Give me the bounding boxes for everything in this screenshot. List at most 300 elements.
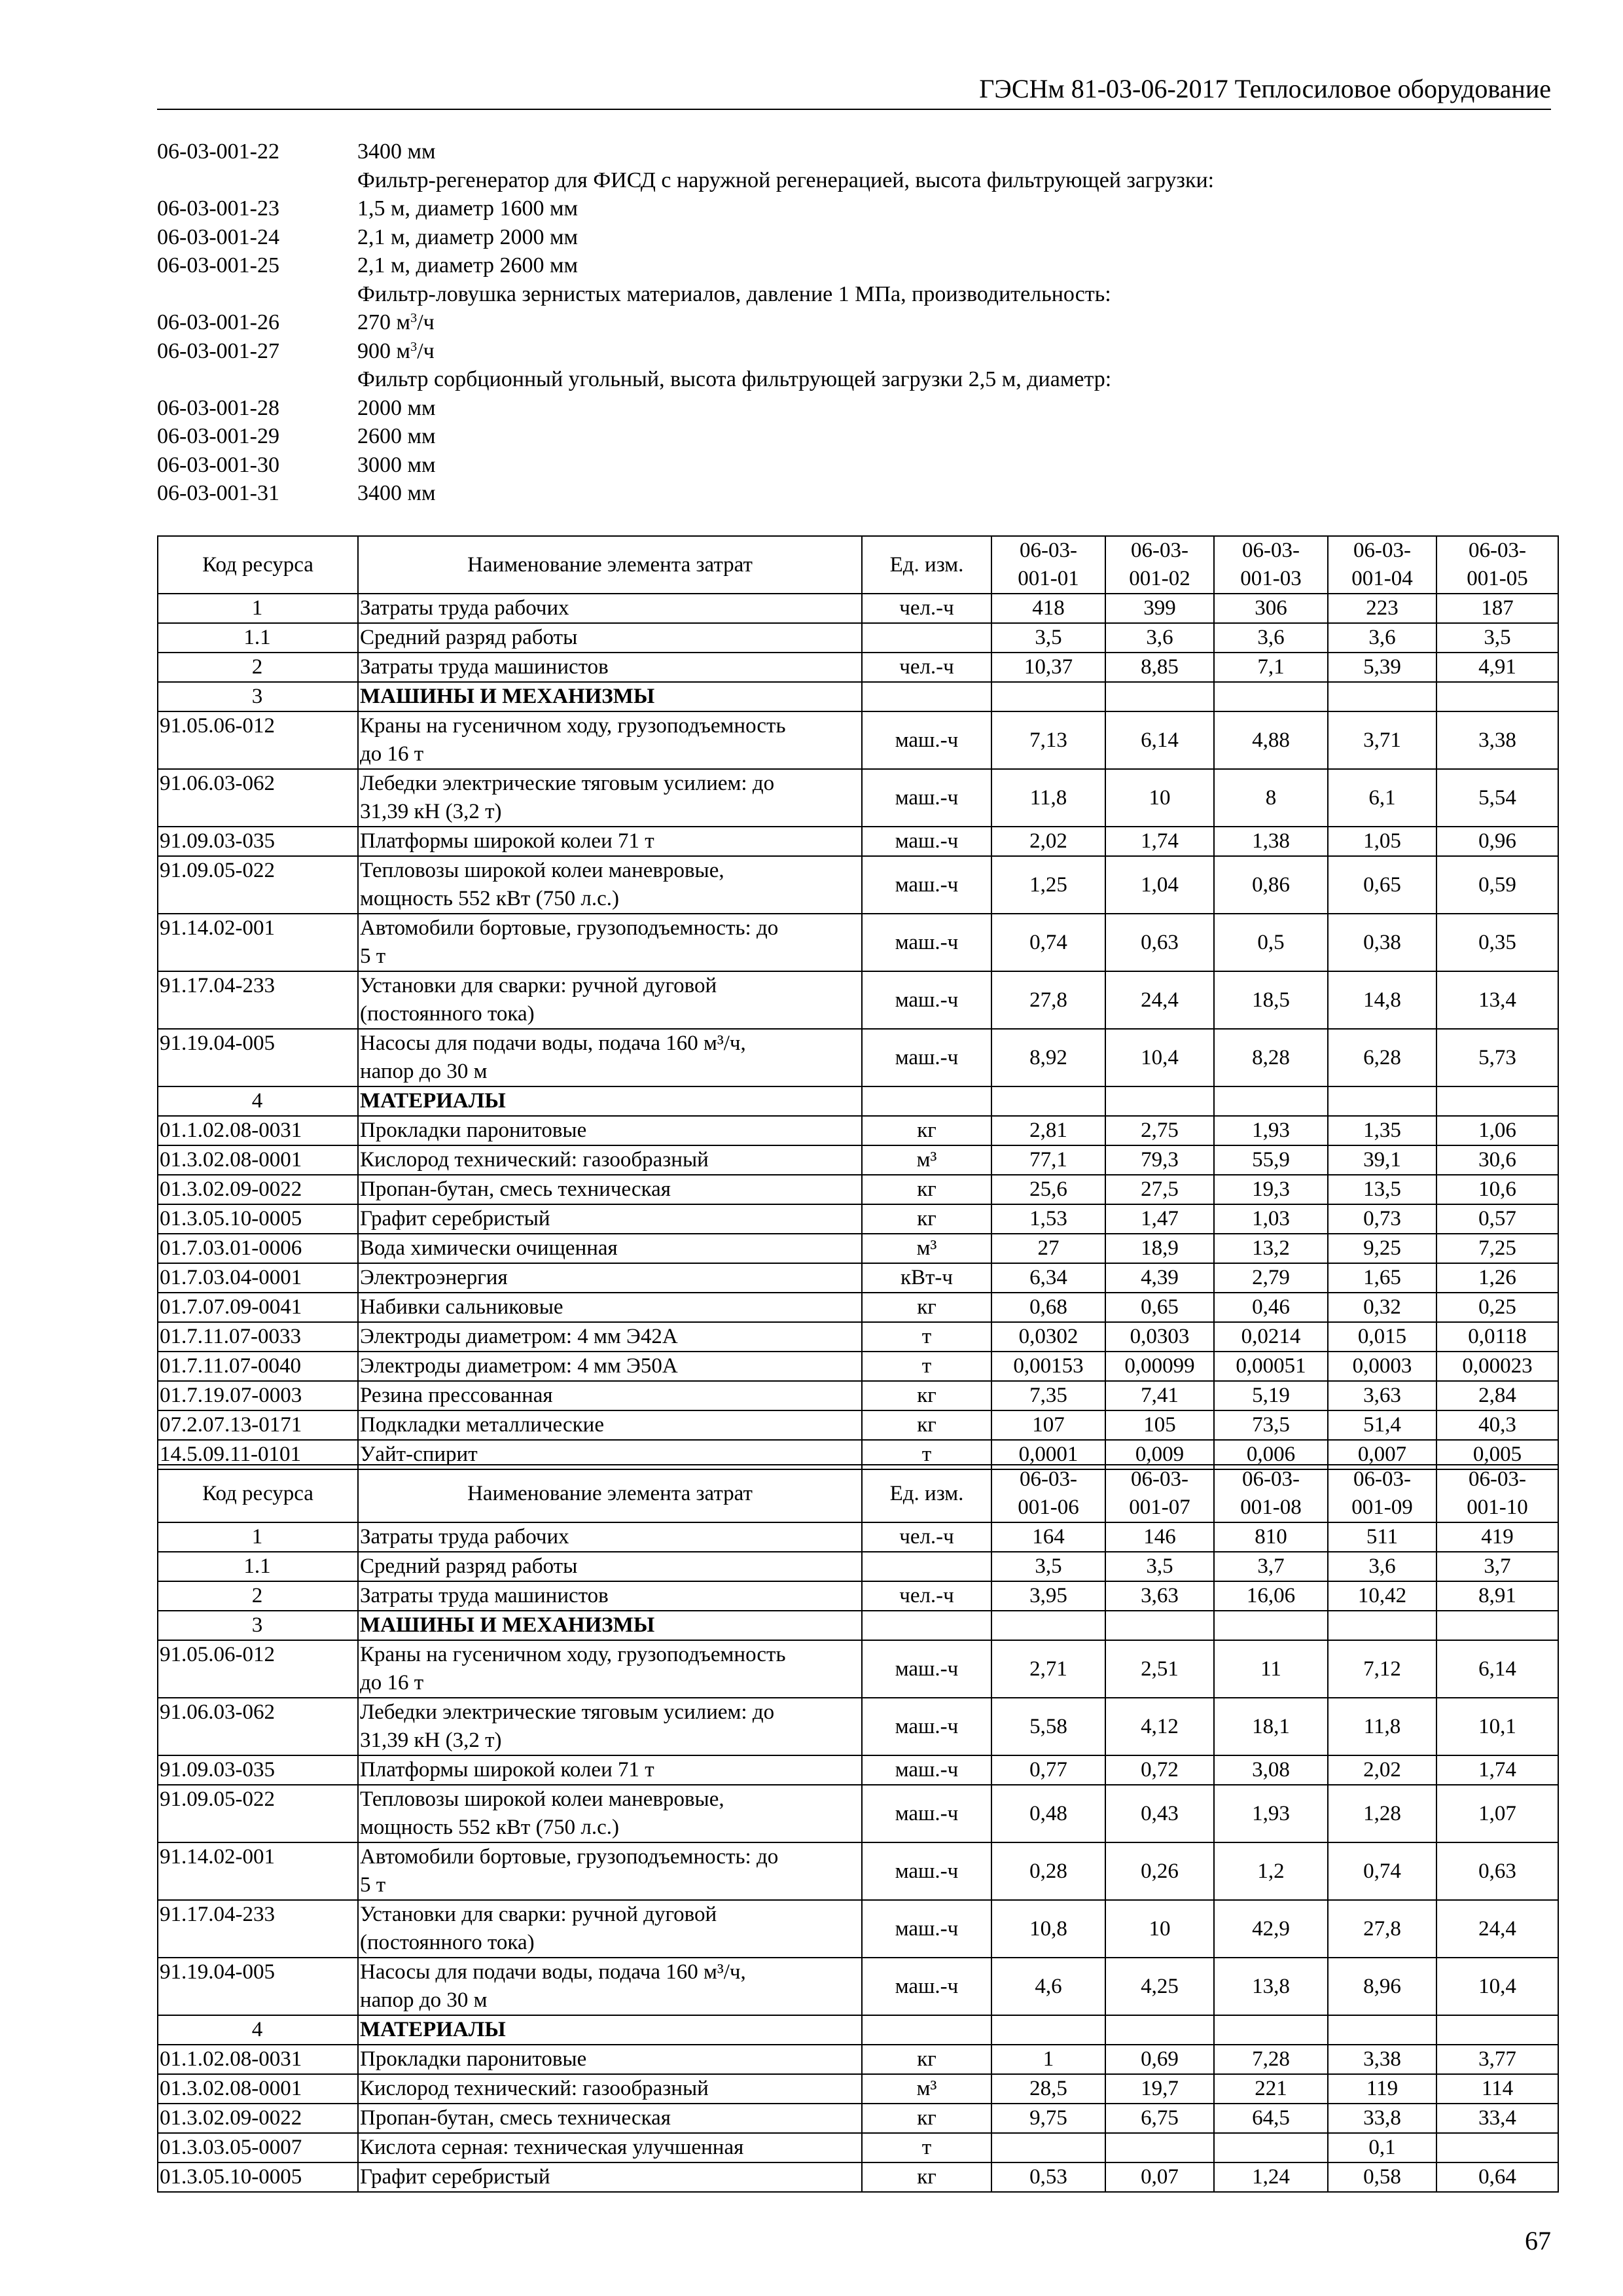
- cell-value: 3,38: [1328, 2045, 1436, 2074]
- table-row: [158, 2015, 1558, 2045]
- cell-value: 0,65: [1328, 856, 1436, 914]
- unit-of-measure: м³: [862, 1234, 991, 1263]
- resource-name: [358, 1522, 862, 1552]
- unit-of-measure: маш.-ч: [862, 1029, 991, 1086]
- cell-value: 2,51: [1105, 1640, 1214, 1698]
- column-header-code: [1436, 1465, 1558, 1522]
- cell-value: 3,6: [1328, 623, 1436, 653]
- cell-value: 0,72: [1105, 1755, 1214, 1785]
- cell-value: 119: [1328, 2074, 1436, 2104]
- cell-value: 2,79: [1214, 1263, 1328, 1293]
- resource-code: 06-03-001-31: [157, 481, 279, 505]
- cell-value: 306: [1214, 594, 1328, 623]
- column-header-line: 001-07: [1129, 1496, 1190, 1519]
- cell-value: 13,5: [1328, 1175, 1436, 1204]
- cell-value: 0,0214: [1214, 1322, 1328, 1352]
- resource-name: [358, 2015, 862, 2045]
- table-row: [158, 594, 1558, 623]
- item-description: [357, 223, 1558, 252]
- cell-value: [1328, 2015, 1436, 2045]
- cell-value: 164: [991, 1522, 1105, 1552]
- header-row: [158, 1465, 1558, 1522]
- cell-value: 73,5: [1214, 1410, 1328, 1440]
- column-header-code: [1214, 536, 1328, 594]
- cell-value: 7,25: [1436, 1234, 1558, 1263]
- cell-value: 0,77: [991, 1755, 1105, 1785]
- unit-of-measure: маш.-ч: [862, 1842, 991, 1900]
- resource-name-line: Автомобили бортовые, грузоподъемность: до: [360, 916, 779, 940]
- resource-name-line: Кислород технический: газообразный: [360, 2077, 709, 2100]
- table-row: [158, 1116, 1558, 1145]
- cell-value: 187: [1436, 594, 1558, 623]
- table-row: [158, 971, 1558, 1029]
- resource-name-line: 31,39 кН (3,2 т): [360, 800, 502, 823]
- resource-name-line: Установки для сварки: ручной дуговой: [360, 974, 717, 997]
- cell-value: 11,8: [991, 769, 1105, 827]
- cell-value: 4,91: [1436, 653, 1558, 682]
- column-header: Код ресурса: [158, 1465, 358, 1522]
- resource-code: 91.17.04-233: [158, 971, 358, 1029]
- resource-code: 01.3.02.08-0001: [158, 2074, 358, 2104]
- table-row: [158, 2162, 1558, 2192]
- column-header-line: 06-03-: [1469, 1467, 1526, 1491]
- column-header-line: 001-02: [1129, 567, 1190, 590]
- item-description: [357, 394, 1558, 423]
- code-list-item: [157, 337, 1558, 366]
- column-header-line: 06-03-: [1131, 1467, 1188, 1491]
- cell-value: 7,35: [991, 1381, 1105, 1410]
- item-description: [357, 166, 1558, 195]
- unit-of-measure: т: [862, 1322, 991, 1352]
- cell-value: 1,28: [1328, 1785, 1436, 1842]
- unit-of-measure: [862, 2015, 991, 2045]
- unit-of-measure: маш.-ч: [862, 1755, 991, 1785]
- cell-value: [1105, 2133, 1214, 2162]
- cell-value: 0,0118: [1436, 1322, 1558, 1352]
- cell-value: 105: [1105, 1410, 1214, 1440]
- table-row: [158, 1698, 1558, 1755]
- unit-of-measure: маш.-ч: [862, 1698, 991, 1755]
- cell-value: 0,0003: [1328, 1352, 1436, 1381]
- cell-value: 10,1: [1436, 1698, 1558, 1755]
- resource-code: 01.3.03.05-0007: [158, 2133, 358, 2162]
- resource-name-line: (постоянного тока): [360, 1931, 535, 1954]
- resource-name-line: Электроды диаметром: 4 мм Э42А: [360, 1325, 678, 1348]
- resource-code: 1.1: [158, 1552, 358, 1581]
- resource-name-line: Пропан-бутан, смесь техническая: [360, 2106, 671, 2130]
- unit-of-measure: кг: [862, 2104, 991, 2133]
- cell-value: 6,28: [1328, 1029, 1436, 1086]
- cell-value: 7,12: [1328, 1640, 1436, 1698]
- resource-code: 91.19.04-005: [158, 1958, 358, 2015]
- resource-name: [358, 1381, 862, 1410]
- resource-name-line: Автомобили бортовые, грузоподъемность: до: [360, 1845, 779, 1869]
- resource-name-line: Графит серебристый: [360, 2165, 550, 2189]
- unit-of-measure: кг: [862, 1381, 991, 1410]
- item-description: [357, 337, 1558, 366]
- cell-value: 1,24: [1214, 2162, 1328, 2192]
- cell-value: 0,69: [1105, 2045, 1214, 2074]
- resource-code: 06-03-001-27: [157, 338, 279, 363]
- cell-value: 51,4: [1328, 1410, 1436, 1440]
- cell-value: 1,03: [1214, 1204, 1328, 1234]
- column-header-line: 06-03-: [1242, 539, 1300, 562]
- resource-name-line: Прокладки паронитовые: [360, 1119, 587, 1142]
- item-description: [357, 194, 1558, 223]
- unit-of-measure: чел.-ч: [862, 1581, 991, 1611]
- cell-value: 8,91: [1436, 1581, 1558, 1611]
- cell-value: 223: [1328, 594, 1436, 623]
- cell-value: 399: [1105, 594, 1214, 623]
- cell-value: 0,46: [1214, 1293, 1328, 1322]
- unit-of-measure: маш.-ч: [862, 1640, 991, 1698]
- cell-value: 0,63: [1436, 1842, 1558, 1900]
- column-header-code: [991, 1465, 1105, 1522]
- resource-name-line: Резина прессованная: [360, 1384, 553, 1407]
- cell-value: 3,5: [1105, 1552, 1214, 1581]
- resource-name: [358, 711, 862, 769]
- resource-code: 2: [158, 653, 358, 682]
- code-list-item: [157, 251, 1558, 280]
- cell-value: [1214, 682, 1328, 711]
- resource-code: 91.19.04-005: [158, 1029, 358, 1086]
- cell-value: 0,0001: [991, 1440, 1105, 1469]
- cell-value: 1,47: [1105, 1204, 1214, 1234]
- resource-code: 1: [158, 1522, 358, 1552]
- resource-code: 01.1.02.08-0031: [158, 2045, 358, 2074]
- cell-value: 0,00023: [1436, 1352, 1558, 1381]
- table-row: [158, 653, 1558, 682]
- cell-value: 0,5: [1214, 914, 1328, 971]
- cell-value: 0,59: [1436, 856, 1558, 914]
- unit-of-measure: кг: [862, 2045, 991, 2074]
- resource-name-line: Электроэнергия: [360, 1266, 508, 1289]
- cell-value: [1436, 1611, 1558, 1640]
- item-description-text: 3400 мм: [357, 139, 436, 164]
- unit-of-measure: чел.-ч: [862, 653, 991, 682]
- item-description-suffix: /ч: [417, 310, 435, 334]
- cell-value: 6,34: [991, 1263, 1105, 1293]
- cell-value: 3,38: [1436, 711, 1558, 769]
- cell-value: 0,48: [991, 1785, 1105, 1842]
- resource-name-line: Затраты труда рабочих: [360, 596, 569, 620]
- resource-code: 1: [158, 594, 358, 623]
- unit-of-measure: маш.-ч: [862, 971, 991, 1029]
- cell-value: 8,28: [1214, 1029, 1328, 1086]
- unit-of-measure: [862, 1086, 991, 1116]
- table-row: [158, 1145, 1558, 1175]
- resource-name: [358, 914, 862, 971]
- resource-name-line: Краны на гусеничном ходу, грузоподъемность: [360, 1643, 786, 1666]
- resource-name: [358, 594, 862, 623]
- cell-value: [1105, 682, 1214, 711]
- column-header-code: [1105, 536, 1214, 594]
- unit-of-measure: маш.-ч: [862, 711, 991, 769]
- unit-of-measure: [862, 623, 991, 653]
- unit-of-measure: т: [862, 1352, 991, 1381]
- cell-value: 7,1: [1214, 653, 1328, 682]
- column-header: Наименование элемента затрат: [358, 1465, 862, 1522]
- item-description: [357, 280, 1558, 309]
- resource-name-line: мощность 552 кВт (750 л.с.): [360, 887, 619, 910]
- column-header: Код ресурса: [158, 536, 358, 594]
- resource-code: 91.05.06-012: [158, 1640, 358, 1698]
- cell-value: 4,6: [991, 1958, 1105, 2015]
- cell-value: 3,6: [1105, 623, 1214, 653]
- cell-value: 8: [1214, 769, 1328, 827]
- table-row: [158, 1234, 1558, 1263]
- table-row: [158, 1958, 1558, 2015]
- resource-name-line: Кислота серная: техническая улучшенная: [360, 2136, 744, 2159]
- code-list-item: [157, 479, 1558, 508]
- header-row: [158, 536, 1558, 594]
- resource-name: [358, 1552, 862, 1581]
- cell-value: 6,14: [1436, 1640, 1558, 1698]
- cell-value: [1214, 2015, 1328, 2045]
- resource-name: [358, 2104, 862, 2133]
- resource-name-line: напор до 30 м: [360, 1988, 488, 2012]
- resource-name: [358, 1145, 862, 1175]
- item-description-text: 2600 мм: [357, 424, 436, 448]
- cell-value: 10,37: [991, 653, 1105, 682]
- cell-value: 0,65: [1105, 1293, 1214, 1322]
- cell-value: 10,4: [1436, 1958, 1558, 2015]
- cell-value: 1,74: [1105, 827, 1214, 856]
- cell-value: 107: [991, 1410, 1105, 1440]
- code-list-item: [157, 422, 1558, 451]
- cell-value: 419: [1436, 1522, 1558, 1552]
- resource-name-line: Средний разряд работы: [360, 626, 578, 649]
- column-header-code: [1214, 1465, 1328, 1522]
- unit-of-measure: м³: [862, 1145, 991, 1175]
- cell-value: 14,8: [1328, 971, 1436, 1029]
- unit-of-measure: чел.-ч: [862, 594, 991, 623]
- resource-name-line: МАТЕРИАЛЫ: [360, 1089, 506, 1113]
- item-description: [357, 422, 1558, 451]
- resource-name-line: 31,39 кН (3,2 т): [360, 1729, 502, 1752]
- resource-code: 91.09.03-035: [158, 827, 358, 856]
- cell-value: 1,2: [1214, 1842, 1328, 1900]
- resource-name: [358, 769, 862, 827]
- cell-value: [1214, 1086, 1328, 1116]
- cell-value: 1,35: [1328, 1116, 1436, 1145]
- resource-name-line: 5 т: [360, 1873, 386, 1897]
- resource-code: 06-03-001-26: [157, 310, 279, 334]
- cell-value: [1328, 1611, 1436, 1640]
- resource-code: 91.05.06-012: [158, 711, 358, 769]
- cell-value: 10: [1105, 1900, 1214, 1958]
- unit-of-measure: кг: [862, 1204, 991, 1234]
- cell-value: [1328, 682, 1436, 711]
- cell-value: 221: [1214, 2074, 1328, 2104]
- cell-value: 4,88: [1214, 711, 1328, 769]
- cell-value: 13,4: [1436, 971, 1558, 1029]
- cell-value: 10: [1105, 769, 1214, 827]
- cell-value: 1,93: [1214, 1116, 1328, 1145]
- resource-name-line: Электроды диаметром: 4 мм Э50А: [360, 1354, 678, 1378]
- resource-name: [358, 682, 862, 711]
- resource-name-line: (постоянного тока): [360, 1002, 535, 1026]
- resource-code: 91.09.03-035: [158, 1755, 358, 1785]
- resource-code: 91.09.05-022: [158, 1785, 358, 1842]
- resource-name-line: Тепловозы широкой колеи маневровые,: [360, 1787, 724, 1811]
- unit-of-measure: кг: [862, 1410, 991, 1440]
- resource-code: [157, 280, 357, 309]
- column-header-line: 06-03-: [1469, 539, 1526, 562]
- code-list-item: [157, 280, 1558, 309]
- resource-name-line: мощность 552 кВт (750 л.с.): [360, 1816, 619, 1839]
- resource-code: 91.06.03-062: [158, 1698, 358, 1755]
- column-header-line: 06-03-: [1353, 539, 1411, 562]
- cell-value: [991, 1086, 1105, 1116]
- resource-code: 01.3.02.09-0022: [158, 1175, 358, 1204]
- cell-value: 0,73: [1328, 1204, 1436, 1234]
- cell-value: [1214, 2133, 1328, 2162]
- cell-value: 0,00099: [1105, 1352, 1214, 1381]
- resource-code: 4: [158, 1086, 358, 1116]
- resource-name-line: Подкладки металлические: [360, 1413, 604, 1437]
- cell-value: 0,96: [1436, 827, 1558, 856]
- item-description-text: 2,1 м, диаметр 2000 мм: [357, 224, 579, 249]
- cell-value: 4,39: [1105, 1263, 1214, 1293]
- item-description-text: 1,5 м, диаметр 1600 мм: [357, 196, 579, 221]
- cell-value: 11: [1214, 1640, 1328, 1698]
- page-header: [157, 71, 1551, 110]
- resource-name: [358, 1086, 862, 1116]
- resource-name-line: Платформы широкой колеи 71 т: [360, 829, 654, 853]
- column-header-line: 001-10: [1467, 1496, 1528, 1519]
- cell-value: 10,8: [991, 1900, 1105, 1958]
- column-header-line: 001-05: [1467, 567, 1528, 590]
- table-row: [158, 1611, 1558, 1640]
- cell-value: 0,74: [991, 914, 1105, 971]
- unit-of-measure: маш.-ч: [862, 856, 991, 914]
- cell-value: 8,96: [1328, 1958, 1436, 2015]
- cell-value: 1,25: [991, 856, 1105, 914]
- resource-name: [358, 1611, 862, 1640]
- cell-value: 3,7: [1436, 1552, 1558, 1581]
- resource-name: [358, 856, 862, 914]
- resource-name-line: Насосы для подачи воды, подача 160 м³/ч,: [360, 1960, 746, 1984]
- resource-name-line: Затраты труда рабочих: [360, 1525, 569, 1549]
- resource-code: 06-03-001-25: [157, 253, 279, 278]
- cell-value: [1436, 2015, 1558, 2045]
- code-list-item: [157, 394, 1558, 423]
- table-row: [158, 1900, 1558, 1958]
- cell-value: 1,74: [1436, 1755, 1558, 1785]
- table-row: [158, 1175, 1558, 1204]
- code-list-item: [157, 194, 1558, 223]
- resource-name-line: Набивки сальниковые: [360, 1295, 563, 1319]
- cell-value: 2,81: [991, 1116, 1105, 1145]
- cell-value: 39,1: [1328, 1145, 1436, 1175]
- unit-of-measure: [862, 1611, 991, 1640]
- table-row: [158, 2133, 1558, 2162]
- resource-name: [358, 1410, 862, 1440]
- table-row: [158, 1755, 1558, 1785]
- resource-code: 01.3.02.08-0001: [158, 1145, 358, 1175]
- table-row: [158, 1263, 1558, 1293]
- cell-value: 0,25: [1436, 1293, 1558, 1322]
- unit-of-measure: м³: [862, 2074, 991, 2104]
- cell-value: 7,28: [1214, 2045, 1328, 2074]
- code-list-item: [157, 308, 1558, 337]
- cell-value: 5,73: [1436, 1029, 1558, 1086]
- cell-value: 0,009: [1105, 1440, 1214, 1469]
- cell-value: 418: [991, 594, 1105, 623]
- resource-code: 91.09.05-022: [158, 856, 358, 914]
- unit-of-measure: т: [862, 1440, 991, 1469]
- resource-name: [358, 653, 862, 682]
- cell-value: 8,85: [1105, 653, 1214, 682]
- cell-value: 18,5: [1214, 971, 1328, 1029]
- table-row: [158, 1640, 1558, 1698]
- cell-value: 16,06: [1214, 1581, 1328, 1611]
- code-list-item: [157, 166, 1558, 195]
- resource-name: [358, 2162, 862, 2192]
- cell-value: 0,58: [1328, 2162, 1436, 2192]
- column-header-line: 001-04: [1351, 567, 1413, 590]
- cell-value: 1,65: [1328, 1263, 1436, 1293]
- item-description-text: 3400 мм: [357, 481, 436, 505]
- table-row: [158, 1322, 1558, 1352]
- cell-value: 2,75: [1105, 1116, 1214, 1145]
- cell-value: 18,9: [1105, 1234, 1214, 1263]
- table-row: [158, 682, 1558, 711]
- resource-code: [157, 365, 357, 394]
- cell-value: 0,43: [1105, 1785, 1214, 1842]
- resource-name-line: Средний разряд работы: [360, 1554, 578, 1578]
- cell-value: 0,015: [1328, 1322, 1436, 1352]
- cell-value: 1,04: [1105, 856, 1214, 914]
- cell-value: 0,07: [1105, 2162, 1214, 2192]
- cell-value: 13,2: [1214, 1234, 1328, 1263]
- resource-code: 06-03-001-30: [157, 452, 279, 477]
- cell-value: 0,1: [1328, 2133, 1436, 2162]
- unit-of-measure: маш.-ч: [862, 1785, 991, 1842]
- cell-value: [1436, 1086, 1558, 1116]
- table-row: [158, 856, 1558, 914]
- resource-table-1: [157, 535, 1559, 1470]
- cell-value: 1: [991, 2045, 1105, 2074]
- cell-value: 13,8: [1214, 1958, 1328, 2015]
- superscript: 3: [410, 339, 418, 354]
- cell-value: 5,39: [1328, 653, 1436, 682]
- resource-name: [358, 1175, 862, 1204]
- cell-value: 3,6: [1214, 623, 1328, 653]
- cell-value: [1105, 1611, 1214, 1640]
- item-description-text: 2,1 м, диаметр 2600 мм: [357, 253, 579, 278]
- cell-value: 0,0302: [991, 1322, 1105, 1352]
- cell-value: [1214, 1611, 1328, 1640]
- column-header-code: [991, 536, 1105, 594]
- item-description: [357, 137, 1558, 166]
- resource-name-line: до 16 т: [360, 742, 424, 766]
- cell-value: 0,28: [991, 1842, 1105, 1900]
- resource-code: 91.14.02-001: [158, 914, 358, 971]
- cell-value: [1436, 2133, 1558, 2162]
- resource-code: 14.5.09.11-0101: [158, 1440, 358, 1469]
- cell-value: [991, 1611, 1105, 1640]
- cell-value: 0,57: [1436, 1204, 1558, 1234]
- item-description-text: 2000 мм: [357, 395, 436, 420]
- resource-name-line: Уайт-спирит: [360, 1443, 478, 1466]
- resource-code: 06-03-001-28: [157, 395, 279, 420]
- cell-value: 25,6: [991, 1175, 1105, 1204]
- table-row: [158, 1086, 1558, 1116]
- code-list: [157, 137, 1558, 508]
- resource-code: 01.7.19.07-0003: [158, 1381, 358, 1410]
